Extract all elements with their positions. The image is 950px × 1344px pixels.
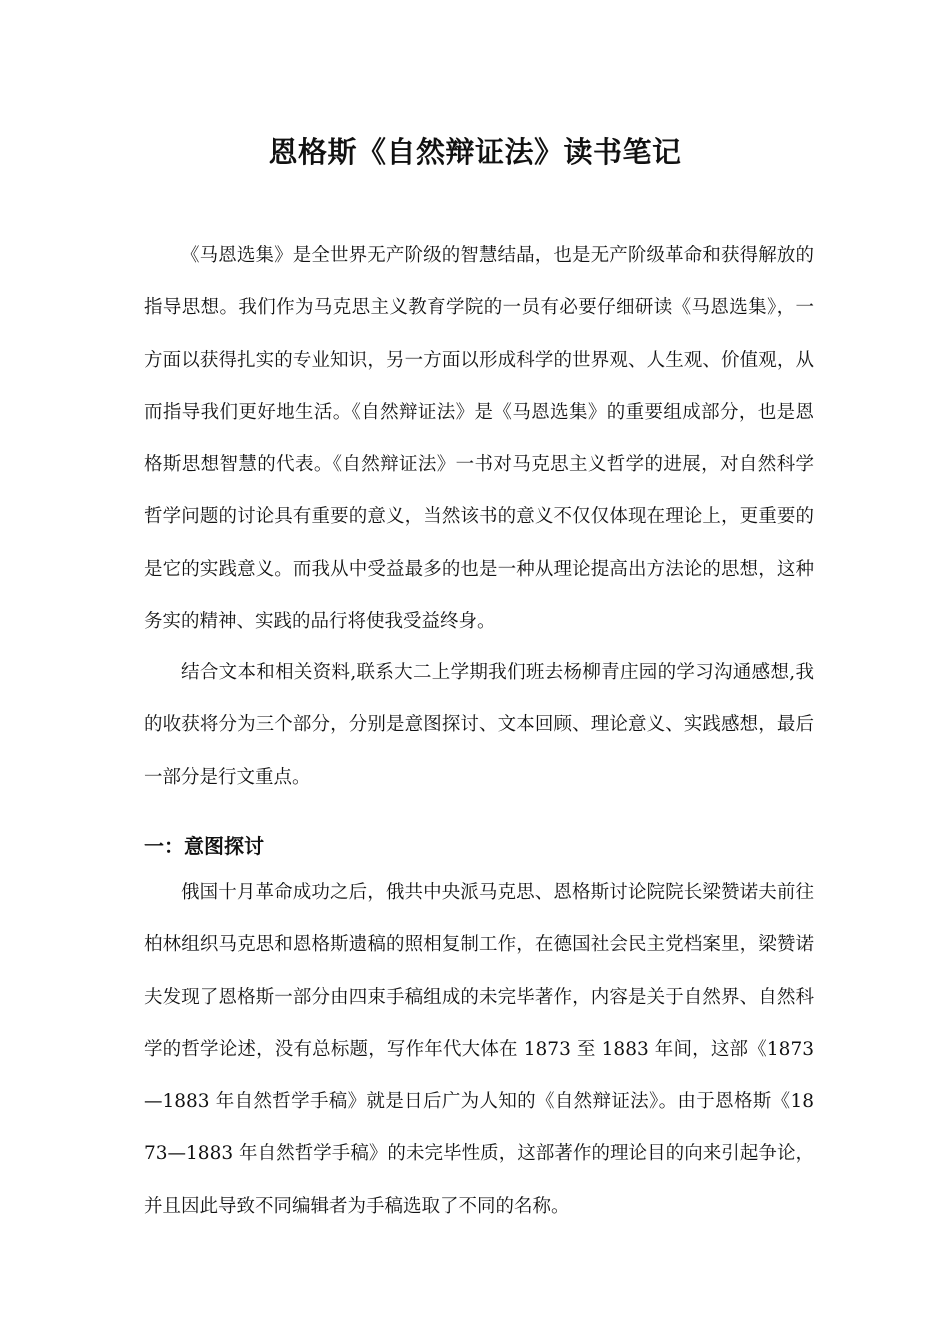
section-paragraph-intent: 俄国十月革命成功之后，俄共中央派马克思、恩格斯讨论院院长梁赞诺夫前往柏林组织马克思和恩格斯遗稿的照相复制工作，在德国社会民主党档案里，梁赞诺夫发现了恩格斯一部分由四束手稿组成的未完毕著作，内容是关于自然界、自然科学的哲学论述，没有总标题，写作年代大体在 1873 至 1883 年间，这部《1873—1883 年自然哲学手稿》就是日后广为人知的《自然辩证法》。由于恩格斯《1873—1883 年自然哲学手稿》的未完毕性质，这部著作的理论目的向来引起争论，并且因此导致不同编辑者为手稿选取了不同的名称。 xyxy=(144,882,814,1217)
document-title: 恩格斯《自然辩证法》读书笔记 xyxy=(268,135,682,169)
structure-paragraph: 结合文本和相关资料,联系大二上学期我们班去杨柳青庄园的学习沟通感想,我的收获将分为三个部分，分别是意图探讨、文本回顾、理论意义、实践感想，最后一部分是行文重点。 xyxy=(144,662,814,788)
intro-paragraph: 《马恩选集》是全世界无产阶级的智慧结晶，也是无产阶级革命和获得解放的指导思想。我们作为马克思主义教育学院的一员有必要仔细研读《马恩选集》，一方面以获得扎实的专业知识，另一方面以形成科学的世界观、人生观、价值观，从而指导我们更好地生活。《自然辩证法》是《马恩选集》的重要组成部分，也是恩格斯思想智慧的代表。《自然辩证法》一书对马克思主义哲学的进展，对自然科学哲学问题的讨论具有重要的意义，当然该书的意义不仅仅体现在理论上，更重要的是它的实践意义。而我从中受益最多的也是一种从理论提高出方法论的思想，这种务实的精神、实践的品行将使我受益终身。 xyxy=(144,245,814,633)
section-heading-intent: 一：意图探讨 xyxy=(144,834,264,858)
